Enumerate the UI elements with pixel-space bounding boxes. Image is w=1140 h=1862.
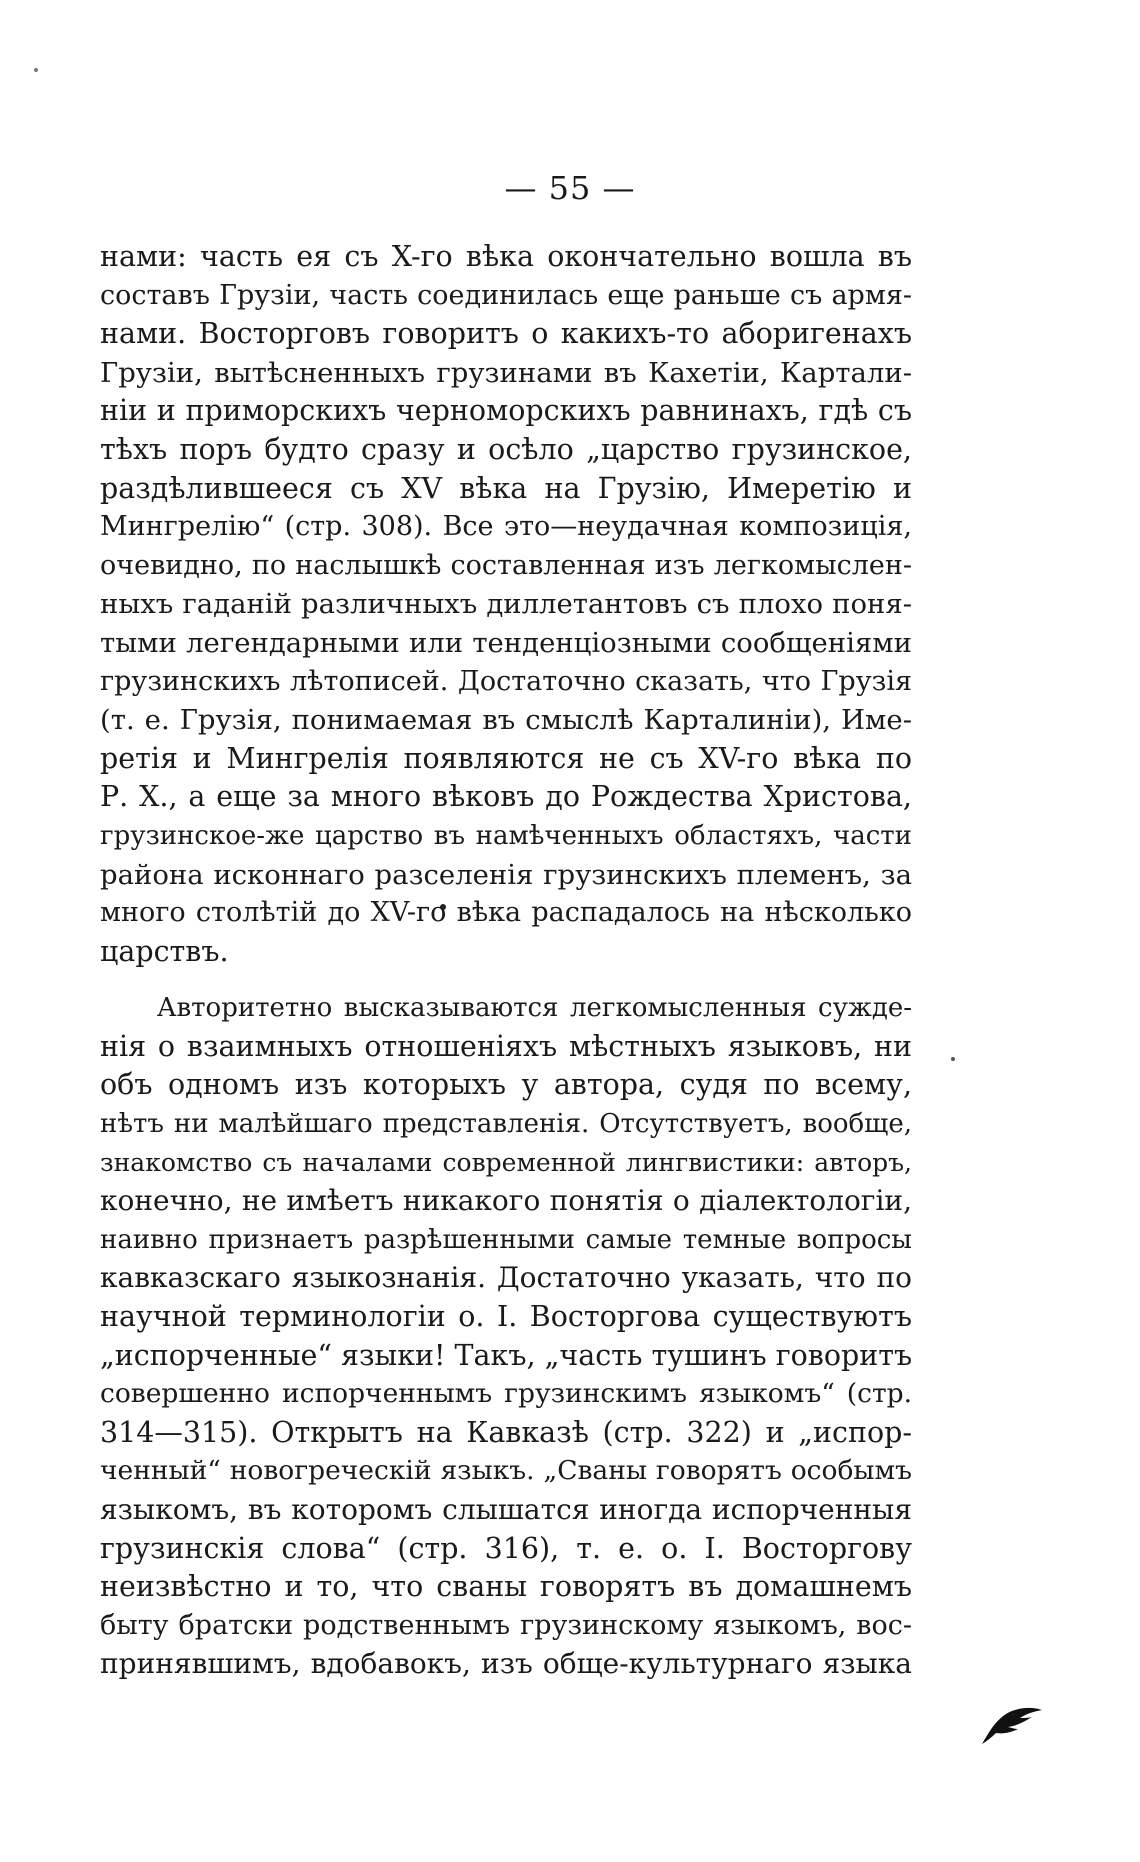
ink-speck — [34, 68, 38, 72]
ink-speck — [951, 1057, 955, 1061]
text-line: совершенно испорченнымъ грузинскимъ языкомъ“ (стр. — [100, 1378, 912, 1410]
text-line: грузинскихъ лѣтописей. Достаточно сказать, что Грузія — [100, 665, 912, 697]
text-line: нія о взаимныхъ отношеніяхъ мѣстныхъ языковъ, ни — [100, 1029, 912, 1063]
text-line: (т. е. Грузія, понимаемая въ смыслѣ Карталиніи), Име- — [100, 704, 912, 737]
text-line: ніи и приморскихъ черноморскихъ равнинахъ, гдѣ съ — [100, 394, 912, 428]
text-line: тыми легендарными или тенденціозными сообщеніями — [100, 626, 912, 659]
text-line: царствъ. — [100, 934, 229, 968]
paragraph-gap — [100, 971, 912, 989]
text-line: Р. Х., а еще за много вѣковъ до Рождества Христова, — [100, 780, 912, 814]
text-line: ченный“ новогреческій языкъ. „Сваны говорятъ особымъ — [100, 1455, 912, 1487]
text-line: Мингрелію“ (стр. 308). Все это—неудачная композиція, — [100, 511, 912, 543]
text-line: нѣтъ ни малѣйшаго представленія. Отсутствуетъ, вообще, — [100, 1109, 912, 1140]
text-line: составъ Грузіи, часть соединилась еще раньше съ армя- — [100, 279, 912, 311]
page-number: — 55 — — [504, 169, 636, 207]
text-line: района исконнаго разселенія грузинскихъ племенъ, за — [100, 858, 912, 891]
text-line: грузинскія слова“ (стр. 316), т. е. о. І. Восторгову — [100, 1531, 912, 1565]
text-line: неизвѣстно и то, что сваны говорятъ въ домашнемъ — [100, 1570, 912, 1604]
quill-mark-icon — [980, 1700, 1044, 1746]
text-line: нами. Восторговъ говоритъ о какихъ-то аборигенахъ — [100, 317, 912, 351]
text-line: научной терминологіи о. І. Восторгова существуютъ — [100, 1300, 912, 1334]
text-line: ныхъ гаданій различныхъ диллетантовъ съ плохо поня- — [100, 588, 912, 621]
text-line: тѣхъ поръ будто сразу и осѣло „царство грузинское, — [100, 432, 912, 466]
body-text — [100, 238, 912, 1684]
text-line: много столѣтій до XV-го вѣка распадалось на нѣсколько — [100, 897, 912, 929]
text-line: объ одномъ изъ которыхъ у автора, судя по всему, — [100, 1068, 912, 1102]
text-line: быту братски родственнымъ грузинскому языкомъ, вос- — [100, 1609, 912, 1641]
text-line: грузинское-же царство въ намѣченныхъ областяхъ, части — [100, 820, 912, 851]
text-line: 314—315). Открытъ на Кавказѣ (стр. 322) и „испор- — [100, 1415, 912, 1449]
text-line: очевидно, по наслышкѣ составленная изъ легкомыслен- — [100, 549, 912, 581]
paragraph-1 — [100, 238, 912, 971]
text-line: Авторитетно высказываются легкомысленныя сужде- — [156, 993, 912, 1024]
text-line: „испорченные“ языки! Такъ, „часть тушинъ говоритъ — [100, 1338, 913, 1372]
text-line: наивно признаетъ разрѣшенными самые темные вопросы — [100, 1224, 912, 1255]
text-line: Грузіи, вытѣсненныхъ грузинами въ Кахетіи, Картали- — [100, 356, 912, 389]
text-line: принявшимъ, вдобавокъ, изъ обще-культурнаго языка — [100, 1647, 912, 1681]
paragraph-2 — [100, 989, 912, 1684]
text-line: конечно, не имѣетъ никакого понятія о діалектологіи, — [100, 1184, 912, 1218]
text-line: кавказскаго языкознанія. Достаточно указать, что по — [100, 1261, 912, 1295]
text-line: нами: часть ея съ X-го вѣка окончательно вошла въ — [100, 240, 912, 273]
text-line: раздѣлившееся съ XV вѣка на Грузію, Имеретію и — [100, 471, 912, 505]
text-line: знакомство съ началами современной лингвистики: авторъ, — [100, 1147, 912, 1177]
text-line: ретія и Мингрелія появляются не съ XV-го вѣка по — [100, 741, 912, 775]
text-line: языкомъ, въ которомъ слышатся иногда испорченныя — [100, 1493, 912, 1526]
